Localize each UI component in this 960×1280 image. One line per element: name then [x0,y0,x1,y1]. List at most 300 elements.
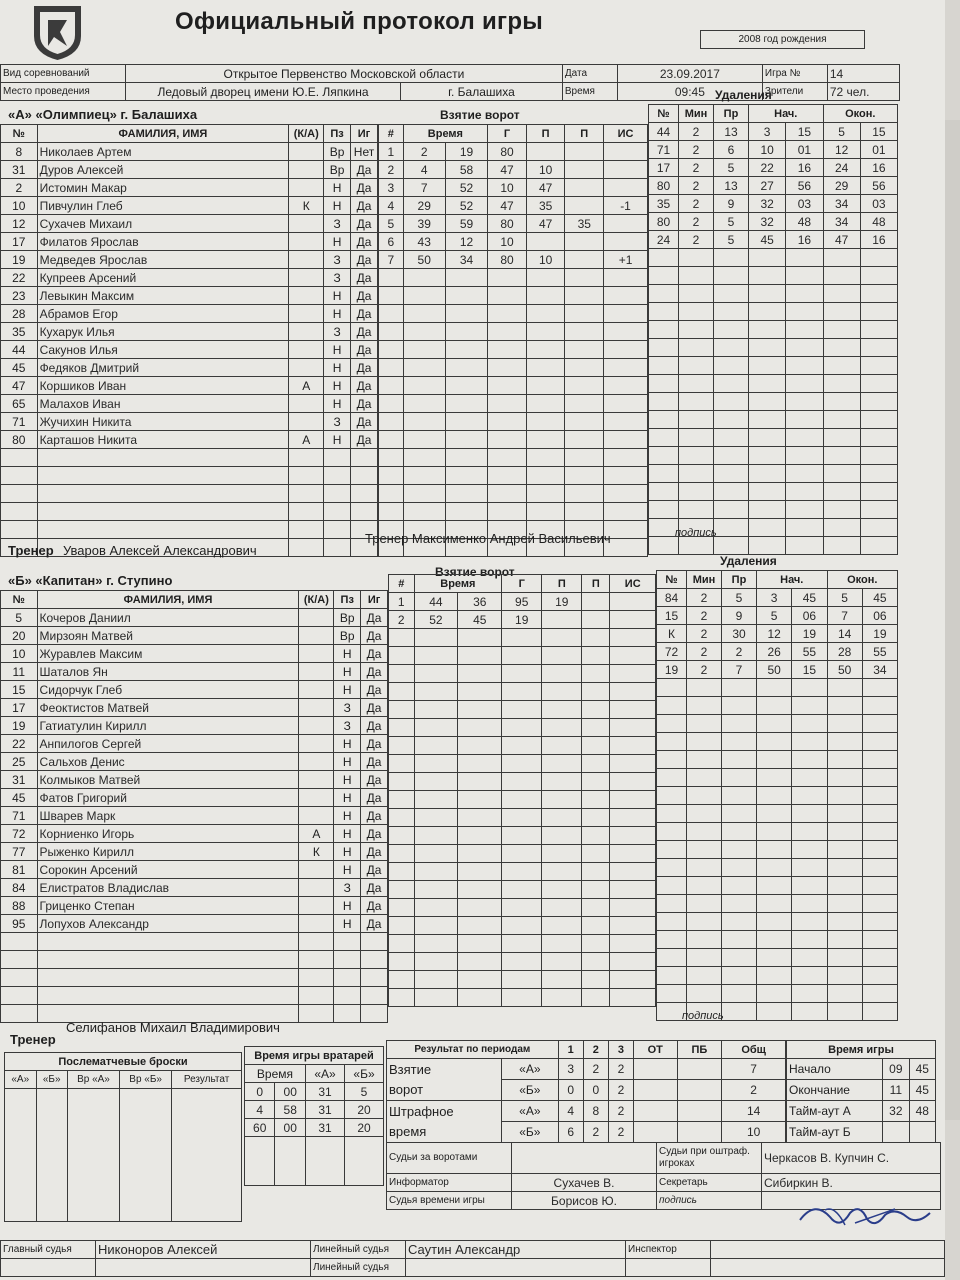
penalty-cell [860,465,897,483]
penalty-cell: 5 [827,589,862,607]
goalie-col-time: Время [245,1065,306,1083]
goalie-time-cell: 00 [275,1083,306,1101]
penalty-cell: 56 [860,177,897,195]
penalty-cell: 2 [679,123,714,141]
penalty-row [649,285,898,303]
goal-cell [565,179,604,197]
player-role [299,915,334,933]
player-name: Коршиков Иван [37,377,289,395]
roster-row [1,503,378,521]
player-number: 8 [1,143,38,161]
player-plays: Нет [351,143,378,161]
goal-cell [502,647,542,665]
penalty-cell [757,751,792,769]
penalty-cell [757,859,792,877]
goal-cell [414,917,458,935]
pen-col-no: № [657,571,687,589]
goal-col: П [526,125,565,143]
goal-cell [403,395,445,413]
col-ka: (К/А) [289,125,324,143]
competition-label: Вид соревнований [1,65,126,83]
penalty-row [649,249,898,267]
goal-cell [610,989,656,1007]
goal-row [379,377,648,395]
goal-cell [389,791,415,809]
team-b-goals [388,574,656,1007]
result-cell [677,1101,722,1122]
roster-row [1,663,388,681]
penalty-cell: 34 [823,213,860,231]
goal-cell [414,827,458,845]
goal-cell: 1 [379,143,404,161]
game-time-value: 45 [909,1080,935,1101]
goal-cell: 80 [488,215,527,233]
penalty-cell [862,733,897,751]
penalty-row [649,537,898,555]
goal-cell [610,665,656,683]
roster-row [1,269,378,287]
penalty-cell: 2 [687,661,722,679]
penalty-cell [827,787,862,805]
penalty-cell [827,823,862,841]
penalty-cell [649,285,679,303]
penalty-cell [649,357,679,375]
goal-row [389,665,656,683]
player-number: 45 [1,359,38,377]
birth-year: 2008 год рождения [701,31,865,49]
goalie-time-row [245,1119,384,1137]
team-b-heading: «Б» «Капитан» г. Ступино [8,573,173,588]
player-role: А [289,377,324,395]
goal-cell [389,665,415,683]
goal-cell [582,611,610,629]
goal-cell [604,359,648,377]
player-role [289,251,324,269]
goal-cell [389,827,415,845]
goal-cell [458,737,502,755]
penalty-cell: 15 [786,123,823,141]
pen-col-pr: Пр [722,571,757,589]
goal-cell [502,683,542,701]
penalty-cell [657,859,687,877]
penalty-cell [657,679,687,697]
goal-row [379,359,648,377]
goal-cell [502,917,542,935]
penalty-cell [827,949,862,967]
penalty-cell [657,697,687,715]
penalty-cell [657,967,687,985]
goal-cell [488,305,527,323]
informer-value: Сухачев В. [512,1174,657,1192]
penalty-row [649,465,898,483]
player-plays: Да [361,843,388,861]
penalty-cell: 45 [792,589,827,607]
player-name: Медведев Ярослав [37,251,289,269]
goal-cell: 19 [502,611,542,629]
penalty-cell [792,877,827,895]
pen-col-min: Мин [679,105,714,123]
player-number: 15 [1,681,38,699]
penalty-cell [714,357,749,375]
penalty-cell [714,321,749,339]
penalty-row [649,411,898,429]
goalie-time-row [245,1083,384,1101]
penalty-row [649,447,898,465]
game-time-value: 48 [909,1101,935,1122]
period-col: 2 [583,1041,608,1059]
penalty-cell [679,537,714,555]
goal-cell [414,791,458,809]
penalty-cell: 3 [757,589,792,607]
roster-row [1,215,378,233]
team-a-heading: «А» «Олимпиец» г. Балашиха [8,107,198,122]
penalty-cell [792,679,827,697]
result-cell: 8 [583,1101,608,1122]
player-role [299,735,334,753]
competition-value: Открытое Первенство Московской области [126,65,563,83]
penalty-cell [862,859,897,877]
penalty-cell [860,375,897,393]
roster-row [1,233,378,251]
penalty-cell: 32 [749,195,786,213]
penalty-cell [657,733,687,751]
player-number: 81 [1,861,38,879]
informer-label: Информатор [387,1174,512,1192]
goal-cell [502,845,542,863]
goal-cell: 29 [403,197,445,215]
goal-cell [582,719,610,737]
goal-cell [582,647,610,665]
penalty-row [649,213,898,231]
page-title: Официальный протокол игры [175,8,544,35]
goal-cell: 47 [526,215,565,233]
penalty-cell [679,501,714,519]
goals-label [387,1059,502,1101]
goal-cell: 34 [445,251,487,269]
player-plays: Да [361,681,388,699]
shootout-col: «Б» [36,1071,67,1089]
player-plays [351,503,378,521]
goalie-time-cell: 31 [305,1083,344,1101]
player-number: 23 [1,287,38,305]
player-position: Н [334,789,361,807]
goal-cell: 4 [403,161,445,179]
player-plays: Да [351,395,378,413]
goal-cell [488,503,527,521]
penalty-cell [722,949,757,967]
player-number: 5 [1,609,38,627]
penalty-cell [862,895,897,913]
main-ref-label: Главный судья [1,1241,96,1259]
penalty-cell: 71 [649,141,679,159]
goal-cell [610,791,656,809]
linesman-label: Линейный судья [311,1241,406,1259]
goal-cell [526,269,565,287]
penalty-cell [749,465,786,483]
penalty-cell: 16 [860,231,897,249]
penalty-cell [862,823,897,841]
player-position: З [324,413,351,431]
player-plays: Да [361,789,388,807]
time-label: Время [562,83,617,101]
goal-cell [502,827,542,845]
roster-row [1,735,388,753]
player-number: 10 [1,645,38,663]
goal-cell: 44 [414,593,458,611]
roster-row [1,627,388,645]
penalty-cell [757,733,792,751]
penalty-cell [786,267,823,285]
penalty-cell: 72 [657,643,687,661]
penalty-cell [722,787,757,805]
penalty-cell: 35 [649,195,679,213]
penalty-cell [823,519,860,537]
goal-row [389,629,656,647]
penalty-cell [862,1003,897,1021]
goal-cell [445,377,487,395]
timekeeper-label: Судья времени игры [387,1192,512,1210]
penalty-cell [657,985,687,1003]
goal-cell [565,143,604,161]
player-plays: Да [351,197,378,215]
player-plays [351,467,378,485]
player-plays [361,1005,388,1023]
goal-cell [502,665,542,683]
player-plays: Да [351,161,378,179]
goal-cell [389,989,415,1007]
player-role [289,539,324,557]
penalty-cell [792,1003,827,1021]
player-plays: Да [361,825,388,843]
player-name: Сидорчук Глеб [37,681,299,699]
penalty-cell [749,519,786,537]
player-name: Дуров Алексей [37,161,289,179]
birth-year-box [700,30,865,49]
goal-cell [526,431,565,449]
goal-cell: 36 [458,593,502,611]
penalty-row [657,949,898,967]
goal-cell [526,467,565,485]
goal-cell [414,647,458,665]
player-position [324,485,351,503]
player-role [289,287,324,305]
goal-cell [414,701,458,719]
goal-cell [414,629,458,647]
penalty-cell [657,805,687,823]
player-name: Лопухов Александр [37,915,299,933]
goal-cell [379,485,404,503]
game-time-value [909,1122,935,1143]
player-position: З [324,251,351,269]
goal-cell [565,449,604,467]
game-time-value: 09 [883,1059,909,1080]
pim-label [387,1101,502,1143]
goal-cell [604,287,648,305]
penalty-cell [757,931,792,949]
player-number: 12 [1,215,38,233]
penalty-cell [749,501,786,519]
penalty-cell [823,465,860,483]
player-role: К [289,197,324,215]
penalty-row [649,501,898,519]
player-name: Колмыков Матвей [37,771,299,789]
goal-row [389,611,656,629]
goal-cell [542,629,582,647]
goal-cell [389,629,415,647]
penalty-cell: 56 [786,177,823,195]
player-number [1,987,38,1005]
player-number: 80 [1,431,38,449]
player-plays [351,449,378,467]
player-role [299,879,334,897]
player-name: Гатиатулин Кирилл [37,717,299,735]
penalty-cell: 2 [679,231,714,249]
result-cell: 0 [583,1080,608,1101]
penalty-cell: 48 [786,213,823,231]
roster-row [1,987,388,1005]
goalie-time-cell: 60 [245,1119,275,1137]
player-role [289,269,324,287]
penalty-cell: 5 [757,607,792,625]
penalty-cell: 7 [827,607,862,625]
penalty-cell [657,841,687,859]
player-role [299,681,334,699]
player-plays: Да [361,663,388,681]
penalty-cell: 5 [714,213,749,231]
goal-cell [542,971,582,989]
player-number: 45 [1,789,38,807]
penalty-cell: К [657,625,687,643]
pen-col-start: Нач. [749,105,824,123]
goalie-time-table [244,1046,384,1186]
roster-row [1,467,378,485]
goal-cell [582,629,610,647]
goal-cell [610,629,656,647]
penalty-cell [687,733,722,751]
penalty-cell [823,357,860,375]
penalty-row [649,375,898,393]
goal-cell [458,719,502,737]
penalty-cell [649,321,679,339]
goal-cell [604,503,648,521]
player-plays: Да [351,359,378,377]
goal-cell [403,269,445,287]
penalty-cell [860,519,897,537]
penalty-cell: 47 [823,231,860,249]
goal-cell [582,593,610,611]
goal-cell [445,467,487,485]
penalty-cell [722,715,757,733]
penalty-cell: 27 [749,177,786,195]
goal-cell [445,323,487,341]
goal-col-time: Время [414,575,502,593]
player-role [299,699,334,717]
goal-cell [488,323,527,341]
shootout-title: Послематчевые броски [5,1053,242,1071]
penalty-cell [722,769,757,787]
penalty-cell [827,841,862,859]
goal-row [389,647,656,665]
player-number: 88 [1,897,38,915]
pen-col-end: Окон. [827,571,898,589]
player-name: Малахов Иван [37,395,289,413]
goal-cell [582,989,610,1007]
penalty-cell [860,537,897,555]
goal-cell [403,377,445,395]
roster-row [1,861,388,879]
result-cell: 10 [722,1122,786,1143]
penalty-cell [823,285,860,303]
penalty-cell [757,823,792,841]
penalty-cell [679,249,714,267]
player-name: Жучихин Никита [37,413,289,431]
player-position: Вр [324,143,351,161]
roster-row [1,413,378,431]
goal-cell: 7 [403,179,445,197]
penalty-cell [679,321,714,339]
goal-cell [389,971,415,989]
penalty-cell: 19 [792,625,827,643]
game-time-value: 45 [909,1059,935,1080]
goal-col: Г [488,125,527,143]
goal-cell [445,287,487,305]
team-b-sign-label: подпись [682,1010,724,1022]
player-number [1,485,38,503]
penalty-cell [687,877,722,895]
player-number [1,951,38,969]
player-position [324,449,351,467]
goal-cell [414,899,458,917]
goal-row [389,971,656,989]
player-plays: Да [351,323,378,341]
player-number [1,521,38,539]
penalty-cell [792,841,827,859]
penalty-cell [823,429,860,447]
goal-cell [565,323,604,341]
goal-cell: 12 [445,233,487,251]
penalty-cell [714,501,749,519]
goal-cell [445,305,487,323]
penalty-cell: 19 [862,625,897,643]
penalty-cell [657,931,687,949]
penalty-cell [749,537,786,555]
player-plays: Да [351,251,378,269]
penalty-cell [679,429,714,447]
player-number: 17 [1,233,38,251]
goal-cell [458,989,502,1007]
goal-cell [403,341,445,359]
secretary-value: Сибиркин В. [762,1174,941,1192]
goal-cell: 10 [526,251,565,269]
goal-cell [542,953,582,971]
player-name: Шаталов Ян [37,663,299,681]
player-number: 11 [1,663,38,681]
penalty-cell [722,931,757,949]
penalty-cell: 13 [714,123,749,141]
penalty-cell: 7 [722,661,757,679]
spectators-value: 72 чел. [827,83,899,101]
goal-cell [610,845,656,863]
spectators-label: Зрители [762,83,827,101]
goal-cell [526,341,565,359]
penalty-cell [792,787,827,805]
player-number [1,933,38,951]
team-a-penalties [648,104,898,555]
goal-cell: 35 [565,215,604,233]
player-position: Н [334,807,361,825]
result-cell [633,1101,677,1122]
player-role [289,359,324,377]
